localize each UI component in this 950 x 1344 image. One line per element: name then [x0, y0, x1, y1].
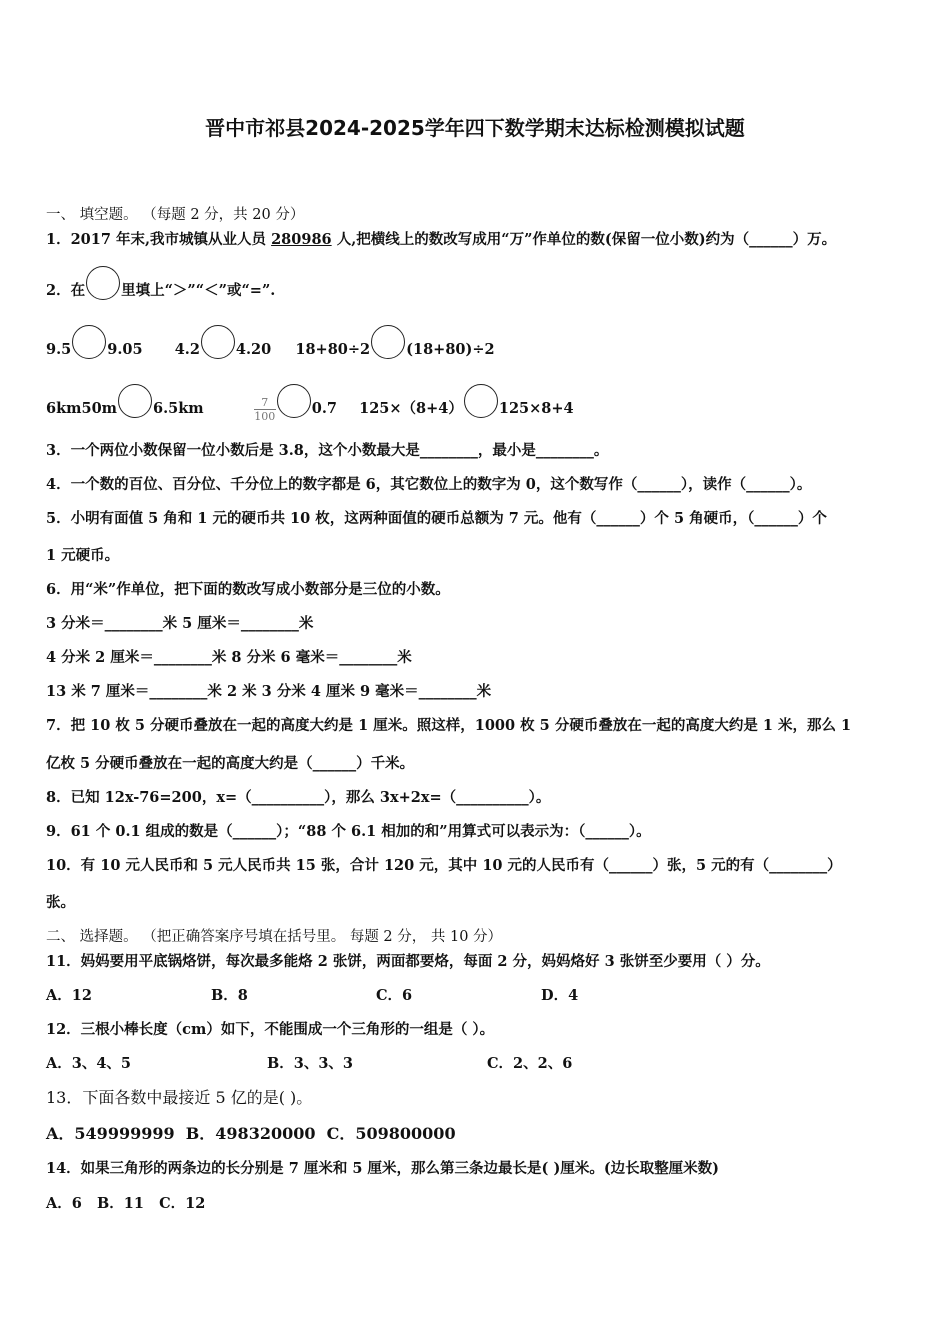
question-5-line-2: 1 元硬币。 — [46, 547, 120, 564]
question-2 — [46, 274, 275, 308]
compare-left: 6km50m — [46, 400, 117, 417]
question-6-line: 13 米 7 厘米＝________米 2 米 3 分米 4 厘米 9 毫米＝________米 — [46, 683, 492, 700]
question-11-options — [46, 984, 578, 1005]
q1-text-before: 1．2017 年末,我市城镇从业人员 — [46, 231, 272, 248]
option-b[interactable]: B．3、3、3 — [267, 1055, 354, 1072]
option-a[interactable]: A．3、4、5 — [46, 1055, 132, 1072]
option-c[interactable]: C．2、2、6 — [487, 1055, 573, 1072]
answer-circle[interactable] — [86, 266, 120, 300]
q2-compare-row-1 — [46, 333, 495, 367]
question-14-stem: 14．如果三角形的两条边的长分别是 7 厘米和 5 厘米，那么第三条边最长是( )厘米。(边长取整厘米数) — [46, 1160, 720, 1177]
compare-right: 0.7 — [311, 400, 337, 417]
option-c[interactable]: C．6 — [376, 987, 413, 1004]
q2-text-before: 2．在 — [46, 282, 86, 299]
option-d[interactable]: D．4 — [541, 987, 579, 1004]
compare-right: 9.05 — [107, 341, 143, 358]
option-b[interactable]: B．11 — [97, 1195, 144, 1212]
question-11-stem: 11．妈妈要用平底锅烙饼，每次最多能烙 2 张饼，两面都要烙，每面 2 分，妈妈烙好 3 张饼至少要用（ ）分。 — [46, 953, 770, 970]
question-8: 8．已知 12x-76=200，x=（__________），那么 3x+2x=（__________）。 — [46, 789, 551, 806]
fraction — [254, 396, 276, 423]
q1-text-after: 人,把横线上的数改写成用“万”作单位的数(保留一位小数)约为（______）万。 — [331, 231, 837, 248]
answer-circle[interactable] — [371, 325, 405, 359]
option-c[interactable]: C．509800000 — [326, 1124, 456, 1143]
compare-left: 18+80÷2 — [295, 341, 371, 358]
option-a[interactable]: A．549999999 — [46, 1124, 175, 1143]
fraction-denominator: 100 — [254, 409, 276, 423]
compare-right: 125×8+4 — [498, 400, 574, 417]
compare-left: 4.2 — [174, 341, 200, 358]
question-6-stem: 6．用“米”作单位，把下面的数改写成小数部分是三位的小数。 — [46, 581, 450, 598]
option-a[interactable]: A．12 — [46, 987, 92, 1004]
question-7-line-2: 亿枚 5 分硬币叠放在一起的高度大约是（______）千米。 — [46, 755, 415, 772]
option-c[interactable]: C．12 — [159, 1195, 206, 1212]
question-14-options — [46, 1192, 205, 1213]
q1-underlined-number: 280986 — [271, 231, 332, 248]
question-13-stem: 13．下面各数中最接近 5 亿的是( )。 — [46, 1088, 313, 1107]
option-b[interactable]: B．498320000 — [185, 1124, 316, 1143]
question-6-line: 4 分米 2 厘米＝________米 8 分米 6 毫米＝________米 — [46, 649, 412, 666]
answer-circle[interactable] — [464, 384, 498, 418]
compare-right: 4.20 — [235, 341, 272, 358]
answer-circle[interactable] — [72, 325, 106, 359]
question-9: 9．61 个 0.1 组成的数是（______）；“88 个 6.1 相加的和”用算式可以表示为：（______）。 — [46, 823, 651, 840]
question-10-line-1: 10．有 10 元人民币和 5 元人民币共 15 张，合计 120 元，其中 10 元的人民币有（______）张，5 元的有（________） — [46, 857, 842, 874]
question-4: 4．一个数的百位、百分位、千分位上的数字都是 6，其它数位上的数字为 0，这个数写作（______），读作（______）。 — [46, 476, 812, 493]
compare-left: 9.5 — [46, 341, 72, 358]
question-6-line: 3 分米＝________米 5 厘米＝________米 — [46, 615, 314, 632]
option-a[interactable]: A．6 — [46, 1195, 82, 1212]
option-b[interactable]: B．8 — [211, 987, 248, 1004]
question-10-line-2: 张。 — [46, 894, 75, 911]
section2-heading: 二、 选择题。 （把正确答案序号填在括号里。 每题 2 分， 共 10 分） — [46, 929, 503, 945]
question-1 — [46, 228, 836, 249]
question-13-options — [46, 1121, 456, 1144]
compare-left: 125×（8+4） — [359, 400, 463, 417]
question-7-line-1: 7．把 10 枚 5 分硬币叠放在一起的高度大约是 1 厘米。照这样，1000 枚 5 分硬币叠放在一起的高度大约是 1 米，那么 1 — [46, 717, 852, 734]
q2-text-after: 里填上“＞”“＜”或“=”. — [121, 282, 276, 299]
answer-circle[interactable] — [277, 384, 311, 418]
q2-compare-row-2 — [46, 392, 574, 426]
fraction-numerator: 7 — [261, 395, 269, 409]
question-3: 3．一个两位小数保留一位小数后是 3.8，这个小数最大是________，最小是________。 — [46, 442, 609, 459]
answer-circle[interactable] — [118, 384, 152, 418]
question-12-options — [46, 1052, 572, 1073]
answer-circle[interactable] — [201, 325, 235, 359]
page-title: 晋中市祁县2024-2025学年四下数学期末达标检测模拟试题 — [205, 116, 745, 140]
compare-right: 6.5km — [153, 400, 204, 417]
compare-right: (18+80)÷2 — [406, 341, 495, 358]
question-12-stem: 12．三根小棒长度（cm）如下，不能围成一个三角形的一组是（ ）。 — [46, 1021, 495, 1038]
question-5-line-1: 5．小明有面值 5 角和 1 元的硬币共 10 枚，这两种面值的硬币总额为 7 元。他有（______）个 5 角硬币，（______）个 — [46, 510, 827, 527]
section1-heading: 一、 填空题。 （每题 2 分，共 20 分） — [46, 207, 305, 223]
